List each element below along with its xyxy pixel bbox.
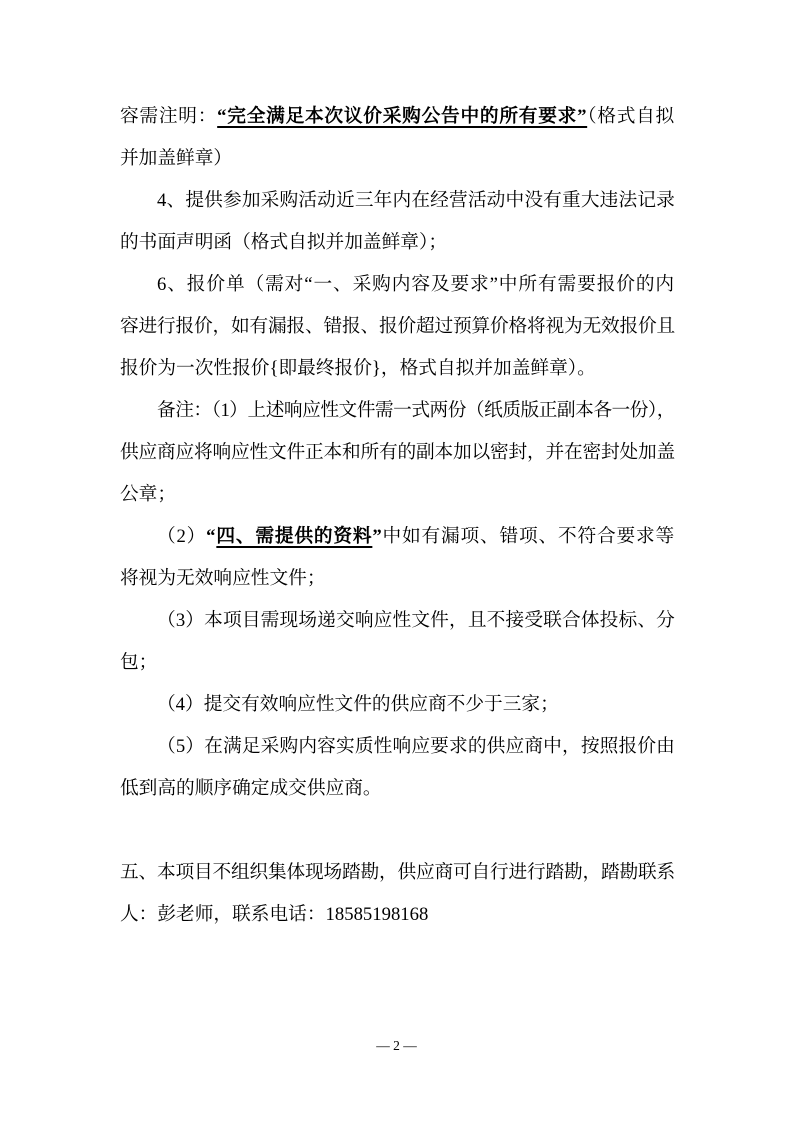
- text-segment: 容进行报价，如有漏报、错报、报价超过预算价格将视为无效报价且: [120, 316, 675, 337]
- text-line: [120, 726, 675, 768]
- text-segment: （2）: [157, 526, 207, 547]
- text-line: [120, 432, 675, 474]
- text-segment: 五、本项目不组织集体现场踏勘，供应商可自行进行踏勘，踏勘联系: [120, 862, 675, 883]
- line-text: [157, 274, 675, 295]
- text-segment: 报价为一次性报价{即最终报价}，格式自拟并加盖鲜章）。: [120, 358, 596, 379]
- line-text: [120, 862, 675, 883]
- text-line: [120, 180, 675, 222]
- line-text: [157, 526, 675, 547]
- text-line: [120, 96, 675, 138]
- line-text: [157, 610, 675, 631]
- line-text: [157, 694, 559, 715]
- text-segment: “完全满足本次议价采购公告中的所有要求”: [217, 106, 588, 127]
- text-segment: 供应商应将响应性文件正本和所有的副本加以密封，并在密封处加盖: [120, 442, 675, 463]
- text-segment: （4）提交有效响应性文件的供应商不少于三家；: [157, 694, 559, 715]
- text-segment: 低到高的顺序确定成交供应商。: [120, 778, 382, 799]
- line-text: [120, 652, 157, 673]
- text-segment: 并加盖鲜章）: [120, 148, 233, 169]
- text-line: [120, 642, 675, 684]
- text-line: [120, 306, 675, 348]
- text-line: [120, 138, 675, 180]
- text-segment: 四、需提供的资料: [216, 526, 373, 547]
- line-text: [157, 736, 675, 757]
- text-line: [120, 516, 675, 558]
- text-line: [120, 768, 675, 810]
- text-segment: 将视为无效响应性文件；: [120, 568, 326, 589]
- text-segment: 中如有漏项、错项、不符合要求等: [382, 526, 676, 547]
- line-text: [120, 316, 675, 337]
- text-segment: ”: [372, 526, 383, 547]
- text-segment: 容需注明：: [120, 106, 218, 127]
- text-segment: 公章；: [120, 484, 177, 505]
- line-text: [120, 106, 675, 127]
- line-text: [157, 190, 675, 211]
- text-line: [120, 474, 675, 516]
- line-text: [120, 904, 428, 925]
- text-segment: 4、提供参加采购活动近三年内在经营活动中没有重大违法记录: [157, 190, 675, 211]
- text-line: [120, 390, 675, 432]
- text-line: [120, 894, 675, 936]
- document-body: [120, 96, 675, 936]
- text-segment: 包；: [120, 652, 158, 673]
- text-line: [120, 348, 675, 390]
- line-text: [120, 484, 176, 505]
- text-segment: 人：彭老师，联系电话：18585198168: [120, 904, 429, 925]
- text-segment: （5）在满足采购内容实质性响应要求的供应商中，按照报价由: [157, 736, 675, 757]
- blank-line: [120, 810, 675, 852]
- line-text: [120, 568, 326, 589]
- text-line: [120, 684, 675, 726]
- page-number: — 2 —: [376, 1038, 417, 1053]
- text-segment: 的书面声明函（格式自拟并加盖鲜章）；: [120, 232, 448, 253]
- line-text: [120, 358, 596, 379]
- text-segment: 备注：（1）上述响应性文件需一式两份（纸质版正副本各一份），: [157, 400, 675, 421]
- text-segment: （3）本项目需现场递交响应性文件，且不接受联合体投标、分: [157, 610, 675, 631]
- line-text: [157, 400, 675, 421]
- line-text: [120, 232, 447, 253]
- line-text: [120, 442, 675, 463]
- text-segment: （格式自拟: [587, 106, 675, 127]
- text-line: [120, 852, 675, 894]
- text-line: [120, 264, 675, 306]
- text-line: [120, 558, 675, 600]
- text-segment: “: [206, 526, 217, 547]
- line-text: [120, 778, 382, 799]
- text-segment: 6、报价单（需对“一、采购内容及要求”中所有需要报价的内: [157, 274, 675, 295]
- line-text: [120, 148, 232, 169]
- text-line: [120, 600, 675, 642]
- text-line: [120, 222, 675, 264]
